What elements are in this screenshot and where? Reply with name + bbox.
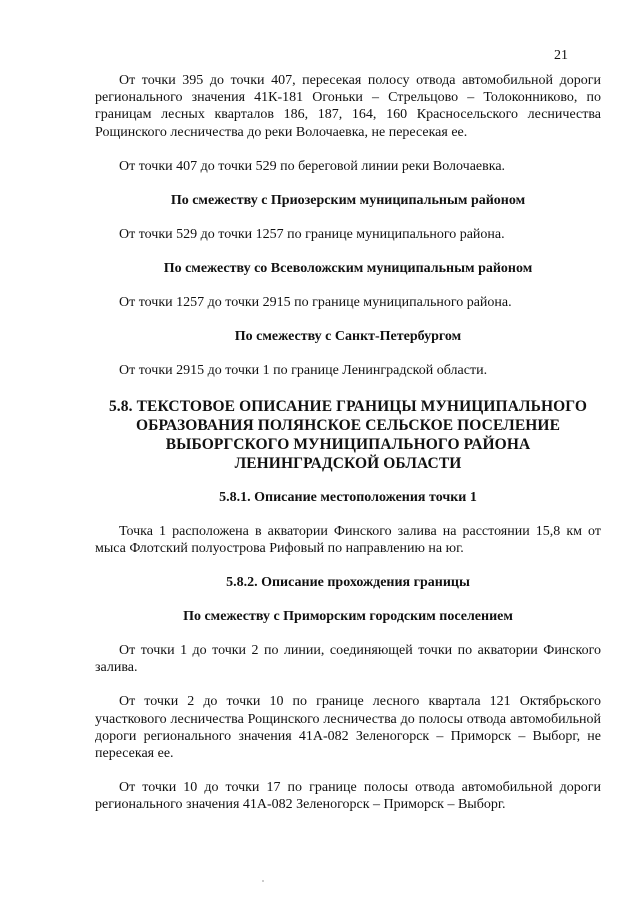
paragraph-points-1257-2915: От точки 1257 до точки 2915 по границе муниципального района.: [119, 295, 512, 311]
heading-priozersky: По смежеству с Приозерским муниципальным районом: [170, 193, 526, 209]
paragraph-points-1-2: От точки 1 до точки 2 по линии, соединяющей точки по акватории Финского залива.: [95, 643, 601, 676]
section-title-line: ОБРАЗОВАНИЯ ПОЛЯНСКОЕ СЕЛЬСКОЕ ПОСЕЛЕНИЕ: [135, 416, 561, 434]
heading-saint-petersburg: По смежеству с Санкт-Петербургом: [234, 329, 462, 345]
paragraph-points-2-10: От точки 2 до точки 10 по границе лесного квартала 121 Октябрьского участкового лесничества Рощинского лесничества до полосы отвода автомобильной дороги регионального значения 41А-082 Зеленогорск – Приморск – Выборг, не пересекая ее.: [95, 694, 601, 762]
paragraph-point-1-location: Точка 1 расположена в акватории Финского залива на расстоянии 15,8 км от мыса Флотский полуострова Рифовый по направлению на юг.: [95, 523, 601, 556]
section-title-line: ВЫБОРГСКОГО МУНИЦИПАЛЬНОГО РАЙОНА: [165, 435, 531, 453]
document-body: [95, 72, 601, 814]
heading-5-8-2: 5.8.2. Описание прохождения границы: [226, 575, 470, 591]
heading-primorskoe: По смежеству с Приморским городским поселением: [183, 609, 513, 625]
paragraph-points-407-529: От точки 407 до точки 529 по береговой линии реки Волочаевка.: [119, 158, 506, 174]
scan-speck: [262, 880, 264, 882]
heading-5-8-1: 5.8.1. Описание местоположения точки 1: [219, 489, 477, 505]
paragraph-points-529-1257: От точки 529 до точки 1257 по границе муниципального района.: [119, 227, 505, 243]
paragraph-points-2915-1: От точки 2915 до точки 1 по границе Ленинградской области.: [119, 363, 488, 379]
section-title-line: ЛЕНИНГРАДСКОЙ ОБЛАСТИ: [234, 454, 462, 472]
paragraph-points-395-407: От точки 395 до точки 407, пересекая полосу отвода автомобильной дороги регионального значения 41К-181 Огоньки – Стрельцово – Толоконниково, по границам лесных кварталов 186, 187, 164, 160 Красносельского лесничества Рощинского лесничества до реки Волочаевка, не пересекая ее.: [95, 73, 601, 140]
page-number: 21: [554, 48, 568, 63]
section-title-5-8: [95, 397, 601, 473]
section-title-line: 5.8. ТЕКСТОВОЕ ОПИСАНИЕ ГРАНИЦЫ МУНИЦИПАЛЬНОГО: [108, 397, 588, 415]
heading-vsevolozhsky: По смежеству со Всеволожским муниципальным районом: [163, 261, 533, 277]
paragraph-points-10-17: От точки 10 до точки 17 по границе полосы отвода автомобильной дороги регионального значения 41А-082 Зеленогорск – Приморск – Выборг.: [95, 780, 601, 813]
